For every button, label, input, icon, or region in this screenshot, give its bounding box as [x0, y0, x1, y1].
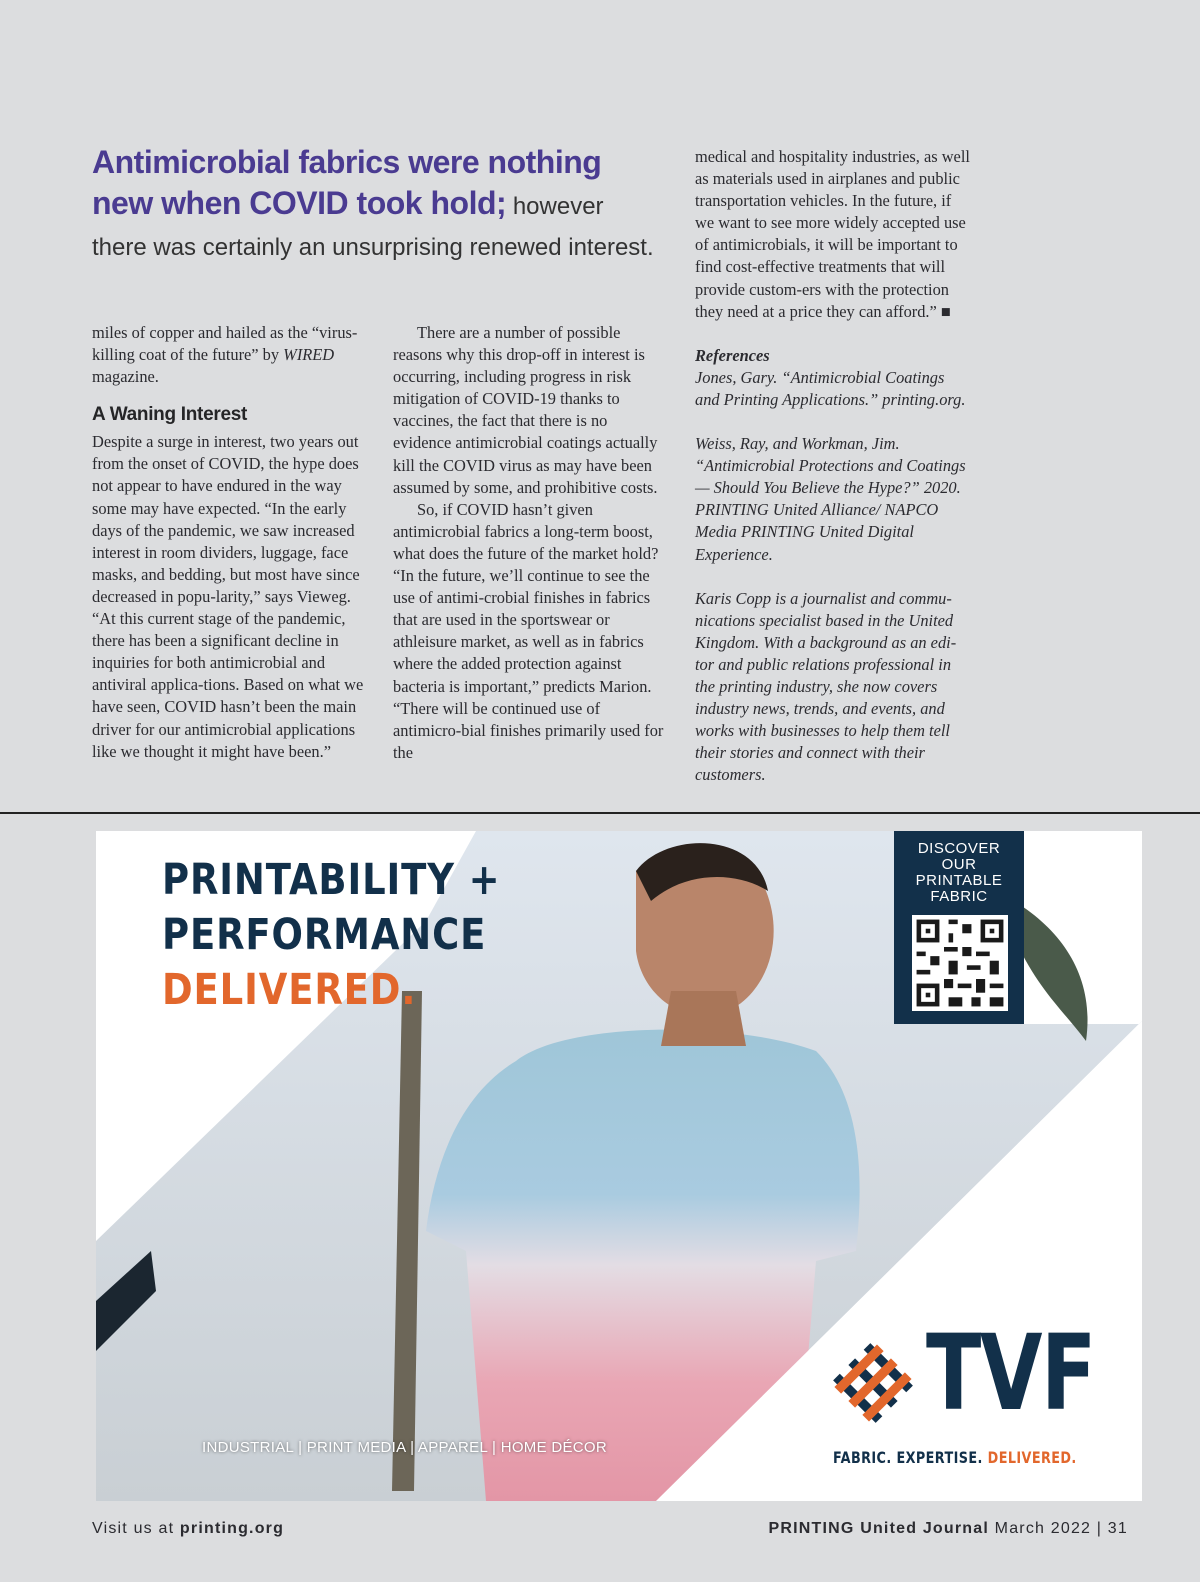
- qr-label-line: DISCOVER: [917, 840, 1001, 857]
- qr-label: [894, 831, 1024, 905]
- reference-2: Weiss, Ray, and Workman, Jim. “Antimicrobial Protections and Coatings — Should You Believe the Hype?” 2020. PRINTING United Alliance/ NAPCO Media PRINTING United Digital Experience.: [695, 434, 966, 564]
- ad-segments: INDUSTRIAL | PRINT MEDIA | APPAREL | HOME DÉCOR: [202, 1439, 608, 1456]
- qr-label-line: PRINTABLE: [915, 872, 1003, 889]
- column1-body: Despite a surge in interest, two years out from the onset of COVID, the hype does not appear to have endured in the way some may have expected. “In the early days of the pandemic, we saw increased interest in room dividers, luggage, face masks, and bedding, but most have since decreased in popu-larity,” says Vieweg. “At this current stage of the pandemic, there has been a significant decline in inquiries for both antimicrobial and antiviral applica-tions. Based on what we have seen, COVID hasn’t been the main driver for our antimicrobial applications like we thought it might have been.”: [92, 432, 364, 761]
- footer-folio: [769, 1520, 1128, 1538]
- footer-website: [92, 1520, 284, 1538]
- intro-text-end: magazine.: [92, 367, 159, 387]
- footer-site-link[interactable]: printing.org: [179, 1520, 285, 1537]
- headline-line-1: PRINTABILITY +: [162, 855, 501, 905]
- pull-quote: [92, 142, 662, 268]
- references-heading: References: [695, 345, 770, 365]
- section-subhead: A Waning Interest: [92, 404, 247, 426]
- column1-intro: [92, 322, 368, 388]
- publication-name: WIRED: [283, 345, 335, 365]
- person-neck: [661, 991, 746, 1046]
- issue-and-page: March 2022 | 31: [989, 1520, 1128, 1537]
- column3-paragraph: medical and hospitality industries, as well as materials used in airplanes and public transportation vehicles. In the future, if we want to see more widely accepted use of antimicrobials, it will be important to find cost-effective treatments that will provide custom-ers with the protection they need at a price they can afford.” ■: [695, 147, 970, 321]
- pull-quote-light: however there was certainly an unsurprising renewed interest.: [92, 193, 654, 261]
- intro-text: miles of copper and hailed as the “virus-killing coat of the future” by: [92, 323, 358, 365]
- author-bio: Karis Copp is a journalist and commu-nications specialist based in the United Kingdom. With a background as an edi-tor and public relations professional in the printing industry, she now covers industry news, trends, and events, and works with businesses to help them tell their stories and connect with their customers.: [695, 588, 957, 785]
- qr-label-line: OUR: [941, 856, 977, 873]
- ad-headline: [162, 853, 500, 1018]
- section-divider: [0, 812, 1200, 814]
- pull-quote-bold: Antimicrobial fabrics were nothing new when COVID took hold;: [92, 144, 602, 221]
- tvf-advertisement: [96, 831, 1142, 1501]
- footer-prefix: Visit us at: [92, 1520, 180, 1537]
- qr-label-line: FABRIC: [930, 888, 988, 905]
- tagline-dark: FABRIC. EXPERTISE.: [833, 1448, 983, 1467]
- tvf-wordmark: TVF: [926, 1312, 1095, 1434]
- article-column-3: [695, 146, 971, 786]
- tagline-orange: DELIVERED.: [982, 1448, 1077, 1467]
- tvf-logo-icon: [826, 1336, 920, 1430]
- article-column-2: [393, 322, 665, 764]
- qr-code-icon[interactable]: [912, 915, 1008, 1011]
- headline-line-3: DELIVERED.: [162, 965, 417, 1015]
- column2-paragraph-2: So, if COVID hasn’t given antimicrobial fabrics a long-term boost, what does the future of the market hold? “In the future, we’ll continue to see the use of antimi-crobial finishes in fabrics that are used in the sportswear or athleisure market, as well as in fabrics where the added protection against bacteria is important,” predicts Marion. “There will be continued use of antimicro-bial finishes primarily used for the: [393, 499, 664, 762]
- tvf-tagline: [833, 1448, 1077, 1467]
- qr-callout: [894, 831, 1024, 1024]
- column2-paragraph-1: There are a number of possible reasons why this drop-off in interest is occurring, including progress in risk mitigation of COVID-19 thanks to vaccines, the fact that there is no evidence antimicrobial coatings actually kill the COVID virus as may have been assumed by some, and prohibitive costs.: [393, 323, 658, 497]
- headline-line-2: PERFORMANCE: [162, 910, 487, 960]
- article-column-1: [92, 322, 368, 763]
- journal-name: PRINTING United Journal: [768, 1520, 990, 1537]
- reference-1: Jones, Gary. “Antimicrobial Coatings and Printing Applications.” printing.org.: [695, 367, 966, 409]
